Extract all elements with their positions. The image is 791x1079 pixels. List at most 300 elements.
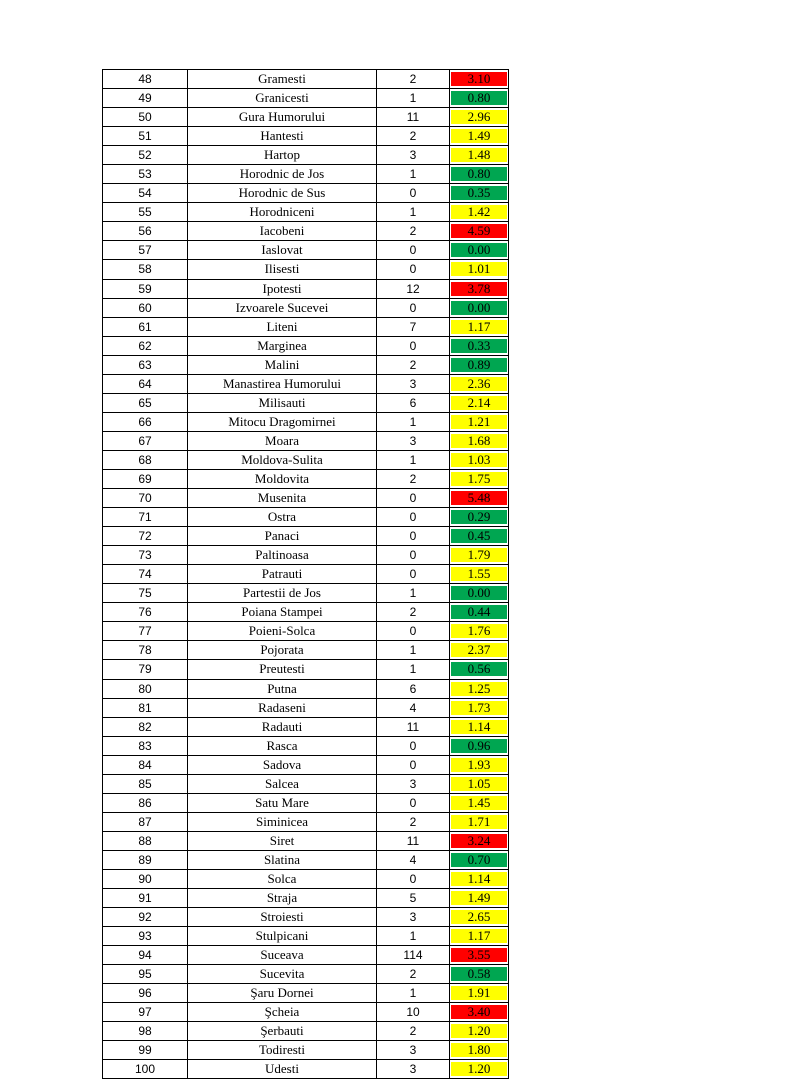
locality-name-cell: Preutesti <box>188 660 377 679</box>
table-row <box>103 260 509 279</box>
rate-value: 0.70 <box>451 853 507 867</box>
table-body <box>103 70 509 1079</box>
row-number-cell: 100 <box>103 1060 188 1079</box>
locality-name-cell: Paltinoasa <box>188 546 377 565</box>
case-count-cell: 2 <box>377 70 450 89</box>
rate-cell <box>450 660 509 679</box>
row-number-cell: 64 <box>103 374 188 393</box>
case-count-cell: 3 <box>377 1041 450 1060</box>
table-row <box>103 89 509 108</box>
row-number-cell: 93 <box>103 927 188 946</box>
case-count-cell: 4 <box>377 698 450 717</box>
rate-value: 1.01 <box>451 262 507 276</box>
locality-name-cell: Iaslovat <box>188 241 377 260</box>
row-number-cell: 92 <box>103 908 188 927</box>
locality-name-cell: Stroiesti <box>188 908 377 927</box>
case-count-cell: 0 <box>377 489 450 508</box>
rate-cell <box>450 584 509 603</box>
rate-value: 1.25 <box>451 682 507 696</box>
table-row <box>103 603 509 622</box>
rate-cell <box>450 736 509 755</box>
row-number-cell: 74 <box>103 565 188 584</box>
rate-cell <box>450 374 509 393</box>
row-number-cell: 87 <box>103 812 188 831</box>
locality-name-cell: Iacobeni <box>188 222 377 241</box>
locality-name-cell: Straja <box>188 889 377 908</box>
row-number-cell: 97 <box>103 1003 188 1022</box>
locality-name-cell: Horodniceni <box>188 203 377 222</box>
row-number-cell: 86 <box>103 793 188 812</box>
case-count-cell: 3 <box>377 374 450 393</box>
row-number-cell: 61 <box>103 317 188 336</box>
table-row <box>103 717 509 736</box>
case-count-cell: 6 <box>377 393 450 412</box>
rate-value: 0.80 <box>451 167 507 181</box>
rate-value: 1.48 <box>451 148 507 162</box>
case-count-cell: 0 <box>377 336 450 355</box>
locality-name-cell: Todiresti <box>188 1041 377 1060</box>
table-row <box>103 127 509 146</box>
row-number-cell: 95 <box>103 965 188 984</box>
case-count-cell: 3 <box>377 1060 450 1079</box>
row-number-cell: 83 <box>103 736 188 755</box>
rate-value: 0.33 <box>451 339 507 353</box>
table-row <box>103 889 509 908</box>
row-number-cell: 48 <box>103 70 188 89</box>
rate-value: 0.00 <box>451 586 507 600</box>
rate-value: 0.00 <box>451 243 507 257</box>
rate-cell <box>450 908 509 927</box>
row-number-cell: 81 <box>103 698 188 717</box>
case-count-cell: 2 <box>377 355 450 374</box>
locality-name-cell: Marginea <box>188 336 377 355</box>
table-row <box>103 1060 509 1079</box>
rate-value: 2.96 <box>451 110 507 124</box>
row-number-cell: 90 <box>103 869 188 888</box>
rate-value: 1.49 <box>451 891 507 905</box>
locality-name-cell: Mitocu Dragomirnei <box>188 412 377 431</box>
locality-name-cell: Rasca <box>188 736 377 755</box>
row-number-cell: 49 <box>103 89 188 108</box>
table-row <box>103 431 509 450</box>
row-number-cell: 77 <box>103 622 188 641</box>
table-row <box>103 469 509 488</box>
locality-name-cell: Sucevita <box>188 965 377 984</box>
rate-cell <box>450 355 509 374</box>
rate-value: 2.37 <box>451 643 507 657</box>
row-number-cell: 99 <box>103 1041 188 1060</box>
locality-name-cell: Poiana Stampei <box>188 603 377 622</box>
case-count-cell: 1 <box>377 984 450 1003</box>
case-count-cell: 1 <box>377 584 450 603</box>
rate-cell <box>450 260 509 279</box>
table-row <box>103 165 509 184</box>
locality-name-cell: Patrauti <box>188 565 377 584</box>
rate-cell <box>450 469 509 488</box>
table-row <box>103 927 509 946</box>
case-count-cell: 3 <box>377 774 450 793</box>
locality-name-cell: Hartop <box>188 146 377 165</box>
rate-cell <box>450 108 509 127</box>
rate-cell <box>450 489 509 508</box>
locality-name-cell: Horodnic de Sus <box>188 184 377 203</box>
row-number-cell: 52 <box>103 146 188 165</box>
rate-cell <box>450 927 509 946</box>
table-row <box>103 222 509 241</box>
row-number-cell: 98 <box>103 1022 188 1041</box>
case-count-cell: 114 <box>377 946 450 965</box>
rate-value: 0.56 <box>451 662 507 676</box>
rate-value: 1.20 <box>451 1062 507 1076</box>
locality-name-cell: Moldova-Sulita <box>188 450 377 469</box>
row-number-cell: 80 <box>103 679 188 698</box>
locality-name-cell: Radauti <box>188 717 377 736</box>
case-count-cell: 1 <box>377 165 450 184</box>
rate-value: 1.14 <box>451 872 507 886</box>
table-row <box>103 793 509 812</box>
locality-name-cell: Ipotesti <box>188 279 377 298</box>
locality-name-cell: Şcheia <box>188 1003 377 1022</box>
locality-name-cell: Sadova <box>188 755 377 774</box>
case-count-cell: 0 <box>377 527 450 546</box>
case-count-cell: 5 <box>377 889 450 908</box>
rate-cell <box>450 717 509 736</box>
rate-cell <box>450 203 509 222</box>
rate-value: 1.17 <box>451 320 507 334</box>
case-count-cell: 1 <box>377 450 450 469</box>
locality-name-cell: Poieni-Solca <box>188 622 377 641</box>
rate-cell <box>450 298 509 317</box>
table-row <box>103 450 509 469</box>
table-row <box>103 946 509 965</box>
rate-cell <box>450 127 509 146</box>
case-count-cell: 1 <box>377 203 450 222</box>
case-count-cell: 4 <box>377 850 450 869</box>
rate-cell <box>450 146 509 165</box>
locality-name-cell: Şerbauti <box>188 1022 377 1041</box>
table-row <box>103 1041 509 1060</box>
rate-value: 1.93 <box>451 758 507 772</box>
rate-cell <box>450 679 509 698</box>
rate-cell <box>450 412 509 431</box>
table-row <box>103 336 509 355</box>
rate-cell <box>450 755 509 774</box>
table-row <box>103 203 509 222</box>
rate-value: 1.80 <box>451 1043 507 1057</box>
locality-name-cell: Siret <box>188 831 377 850</box>
table-row <box>103 489 509 508</box>
table-row <box>103 831 509 850</box>
locality-name-cell: Siminicea <box>188 812 377 831</box>
rate-value: 1.91 <box>451 986 507 1000</box>
rate-value: 2.65 <box>451 910 507 924</box>
rate-cell <box>450 336 509 355</box>
case-count-cell: 2 <box>377 965 450 984</box>
table-row <box>103 850 509 869</box>
rate-value: 0.45 <box>451 529 507 543</box>
rate-cell <box>450 565 509 584</box>
table-row <box>103 755 509 774</box>
case-count-cell: 0 <box>377 298 450 317</box>
row-number-cell: 89 <box>103 850 188 869</box>
table-row <box>103 908 509 927</box>
locality-name-cell: Ilisesti <box>188 260 377 279</box>
rate-value: 1.03 <box>451 453 507 467</box>
table-row <box>103 527 509 546</box>
row-number-cell: 84 <box>103 755 188 774</box>
table-row <box>103 622 509 641</box>
row-number-cell: 60 <box>103 298 188 317</box>
table-row <box>103 812 509 831</box>
rate-cell <box>450 889 509 908</box>
case-count-cell: 0 <box>377 622 450 641</box>
case-count-cell: 0 <box>377 869 450 888</box>
table-row <box>103 679 509 698</box>
locality-name-cell: Milisauti <box>188 393 377 412</box>
locality-name-cell: Satu Mare <box>188 793 377 812</box>
rate-cell <box>450 1060 509 1079</box>
locality-name-cell: Udesti <box>188 1060 377 1079</box>
case-count-cell: 11 <box>377 831 450 850</box>
rate-value: 1.68 <box>451 434 507 448</box>
locality-name-cell: Hantesti <box>188 127 377 146</box>
rate-cell <box>450 622 509 641</box>
rate-cell <box>450 70 509 89</box>
row-number-cell: 55 <box>103 203 188 222</box>
row-number-cell: 91 <box>103 889 188 908</box>
case-count-cell: 0 <box>377 241 450 260</box>
row-number-cell: 50 <box>103 108 188 127</box>
rate-value: 1.05 <box>451 777 507 791</box>
locality-name-cell: Moara <box>188 431 377 450</box>
case-count-cell: 2 <box>377 812 450 831</box>
row-number-cell: 67 <box>103 431 188 450</box>
case-count-cell: 0 <box>377 755 450 774</box>
rate-cell <box>450 698 509 717</box>
table-row <box>103 108 509 127</box>
rate-cell <box>450 641 509 660</box>
rate-value: 1.45 <box>451 796 507 810</box>
locality-name-cell: Stulpicani <box>188 927 377 946</box>
row-number-cell: 72 <box>103 527 188 546</box>
row-number-cell: 69 <box>103 469 188 488</box>
case-count-cell: 1 <box>377 927 450 946</box>
table-row <box>103 965 509 984</box>
row-number-cell: 82 <box>103 717 188 736</box>
table-row <box>103 317 509 336</box>
case-count-cell: 2 <box>377 222 450 241</box>
rate-value: 1.42 <box>451 205 507 219</box>
case-count-cell: 0 <box>377 508 450 527</box>
rate-value: 3.55 <box>451 948 507 962</box>
table-row <box>103 412 509 431</box>
case-count-cell: 0 <box>377 546 450 565</box>
row-number-cell: 71 <box>103 508 188 527</box>
row-number-cell: 63 <box>103 355 188 374</box>
locality-name-cell: Izvoarele Sucevei <box>188 298 377 317</box>
rate-value: 1.14 <box>451 720 507 734</box>
locality-name-cell: Solca <box>188 869 377 888</box>
locality-name-cell: Salcea <box>188 774 377 793</box>
case-count-cell: 3 <box>377 146 450 165</box>
table-row <box>103 298 509 317</box>
rate-value: 0.58 <box>451 967 507 981</box>
row-number-cell: 54 <box>103 184 188 203</box>
rate-cell <box>450 946 509 965</box>
rate-cell <box>450 831 509 850</box>
table-row <box>103 374 509 393</box>
rate-cell <box>450 393 509 412</box>
table-row <box>103 1003 509 1022</box>
rate-value: 3.10 <box>451 72 507 86</box>
rate-value: 3.24 <box>451 834 507 848</box>
locality-name-cell: Manastirea Humorului <box>188 374 377 393</box>
rate-cell <box>450 793 509 812</box>
row-number-cell: 75 <box>103 584 188 603</box>
row-number-cell: 88 <box>103 831 188 850</box>
rate-cell <box>450 279 509 298</box>
locality-name-cell: Şaru Dornei <box>188 984 377 1003</box>
case-count-cell: 0 <box>377 260 450 279</box>
rate-value: 0.44 <box>451 605 507 619</box>
rate-cell <box>450 431 509 450</box>
rate-value: 0.29 <box>451 510 507 524</box>
table-row <box>103 641 509 660</box>
case-count-cell: 1 <box>377 660 450 679</box>
rate-cell <box>450 222 509 241</box>
locality-name-cell: Radaseni <box>188 698 377 717</box>
rate-cell <box>450 812 509 831</box>
rate-cell <box>450 603 509 622</box>
row-number-cell: 56 <box>103 222 188 241</box>
locality-name-cell: Gramesti <box>188 70 377 89</box>
rate-value: 3.78 <box>451 282 507 296</box>
data-table <box>102 69 509 1079</box>
rate-value: 1.75 <box>451 472 507 486</box>
locality-name-cell: Putna <box>188 679 377 698</box>
rate-value: 1.49 <box>451 129 507 143</box>
case-count-cell: 2 <box>377 603 450 622</box>
case-count-cell: 1 <box>377 89 450 108</box>
case-count-cell: 0 <box>377 565 450 584</box>
table-row <box>103 508 509 527</box>
table-row <box>103 984 509 1003</box>
rate-cell <box>450 241 509 260</box>
rate-value: 1.79 <box>451 548 507 562</box>
rate-cell <box>450 508 509 527</box>
locality-name-cell: Ostra <box>188 508 377 527</box>
table-row <box>103 241 509 260</box>
locality-name-cell: Pojorata <box>188 641 377 660</box>
table-row <box>103 584 509 603</box>
case-count-cell: 1 <box>377 641 450 660</box>
row-number-cell: 65 <box>103 393 188 412</box>
table-row <box>103 355 509 374</box>
table-row <box>103 565 509 584</box>
row-number-cell: 96 <box>103 984 188 1003</box>
rate-value: 1.55 <box>451 567 507 581</box>
rate-cell <box>450 89 509 108</box>
table-row <box>103 1022 509 1041</box>
row-number-cell: 79 <box>103 660 188 679</box>
table-row <box>103 279 509 298</box>
table-row <box>103 736 509 755</box>
rate-cell <box>450 527 509 546</box>
case-count-cell: 3 <box>377 431 450 450</box>
table-row <box>103 184 509 203</box>
table-row <box>103 660 509 679</box>
row-number-cell: 78 <box>103 641 188 660</box>
table-row <box>103 70 509 89</box>
rate-cell <box>450 1003 509 1022</box>
case-count-cell: 0 <box>377 793 450 812</box>
case-count-cell: 0 <box>377 184 450 203</box>
locality-name-cell: Granicesti <box>188 89 377 108</box>
table-row <box>103 869 509 888</box>
case-count-cell: 6 <box>377 679 450 698</box>
rate-value: 1.20 <box>451 1024 507 1038</box>
case-count-cell: 0 <box>377 736 450 755</box>
row-number-cell: 58 <box>103 260 188 279</box>
case-count-cell: 2 <box>377 469 450 488</box>
rate-value: 3.40 <box>451 1005 507 1019</box>
case-count-cell: 7 <box>377 317 450 336</box>
table-row <box>103 774 509 793</box>
rate-cell <box>450 317 509 336</box>
table-row <box>103 698 509 717</box>
rate-value: 0.89 <box>451 358 507 372</box>
rate-cell <box>450 165 509 184</box>
rate-value: 0.96 <box>451 739 507 753</box>
rate-cell <box>450 774 509 793</box>
rate-cell <box>450 546 509 565</box>
locality-name-cell: Slatina <box>188 850 377 869</box>
locality-name-cell: Musenita <box>188 489 377 508</box>
rate-cell <box>450 965 509 984</box>
row-number-cell: 73 <box>103 546 188 565</box>
locality-name-cell: Malini <box>188 355 377 374</box>
rate-cell <box>450 1022 509 1041</box>
rate-value: 1.71 <box>451 815 507 829</box>
rate-value: 0.00 <box>451 301 507 315</box>
row-number-cell: 70 <box>103 489 188 508</box>
row-number-cell: 53 <box>103 165 188 184</box>
rate-cell <box>450 184 509 203</box>
row-number-cell: 94 <box>103 946 188 965</box>
case-count-cell: 12 <box>377 279 450 298</box>
rate-value: 1.21 <box>451 415 507 429</box>
locality-name-cell: Suceava <box>188 946 377 965</box>
rate-value: 1.17 <box>451 929 507 943</box>
rate-cell <box>450 850 509 869</box>
rate-cell <box>450 984 509 1003</box>
rate-value: 2.14 <box>451 396 507 410</box>
rate-value: 2.36 <box>451 377 507 391</box>
row-number-cell: 76 <box>103 603 188 622</box>
locality-name-cell: Horodnic de Jos <box>188 165 377 184</box>
case-count-cell: 2 <box>377 127 450 146</box>
locality-name-cell: Moldovita <box>188 469 377 488</box>
row-number-cell: 66 <box>103 412 188 431</box>
rate-value: 5.48 <box>451 491 507 505</box>
rate-value: 4.59 <box>451 224 507 238</box>
rate-value: 1.73 <box>451 701 507 715</box>
rate-value: 0.80 <box>451 91 507 105</box>
row-number-cell: 68 <box>103 450 188 469</box>
case-count-cell: 11 <box>377 717 450 736</box>
locality-name-cell: Panaci <box>188 527 377 546</box>
rate-cell <box>450 450 509 469</box>
